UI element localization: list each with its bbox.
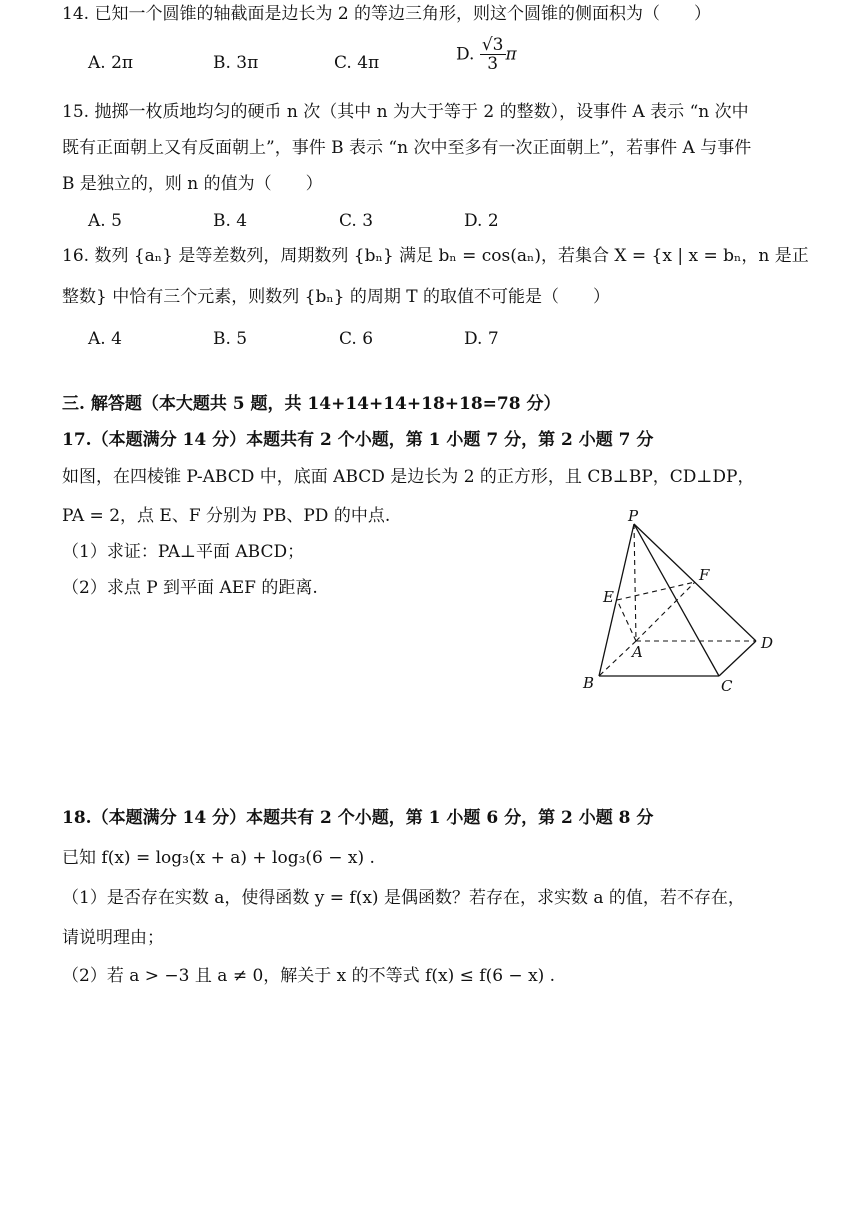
q17-part-2: （2）求点 P 到平面 AEF 的距离.: [62, 578, 318, 598]
q14-option-d-denominator: 3: [487, 54, 499, 74]
label-d: D: [761, 634, 774, 652]
label-e: E: [603, 588, 614, 606]
q14-option-a: A. 2π: [88, 53, 134, 73]
q17-line-2: PA = 2，点 E、F 分别为 PB、PD 的中点.: [62, 506, 391, 526]
q14-option-c: C. 4π: [334, 53, 380, 73]
section-3-heading: 三. 解答题（本大题共 5 题，共 14+14+14+18+18=78 分）: [62, 394, 561, 414]
q14-option-d-label: D.: [456, 44, 475, 65]
label-b: B: [583, 674, 595, 692]
q14-option-d-pi: π: [505, 44, 517, 65]
edge-cd: [719, 641, 756, 676]
q14-stem: 14. 已知一个圆锥的轴截面是边长为 2 的等边三角形，则这个圆锥的侧面积为（ ）: [62, 4, 712, 24]
q14-option-b: B. 3π: [213, 53, 259, 73]
edge-pa: [634, 524, 636, 641]
q16-option-c: C. 6: [339, 329, 374, 349]
q15-option-b: B. 4: [213, 211, 248, 231]
q18-part-1-line-1: （1）是否存在实数 a，使得函数 y = f(x) 是偶函数？若存在，求实数 a 的值，若不存在，: [62, 888, 745, 908]
q14-option-d: [456, 36, 517, 92]
label-f: F: [699, 566, 710, 584]
label-a: A: [632, 643, 643, 661]
q17-line-1: 如图，在四棱锥 P-ABCD 中，底面 ABCD 是边长为 2 的正方形，且 CB⊥BP，CD⊥DP，: [62, 467, 755, 487]
q14-option-d-numerator: √3: [481, 35, 504, 55]
q17-part-1: （1）求证：PA⊥平面 ABCD；: [62, 542, 305, 562]
q18-header: 18.（本题满分 14 分）本题共有 2 个小题，第 1 小题 6 分，第 2 小题 8 分: [62, 808, 654, 828]
q18-part-1-line-2: 请说明理由；: [62, 928, 164, 948]
q16-line-1: 16. 数列 {aₙ} 是等差数列，周期数列 {bₙ} 满足 bₙ = cos(aₙ)，若集合 X = {x | x = bₙ，n 是正: [62, 246, 809, 266]
q16-option-b: B. 5: [213, 329, 248, 349]
q16-line-2: 整数} 中恰有三个元素，则数列 {bₙ} 的周期 T 的取值不可能是（ ）: [62, 287, 611, 307]
q15-line-1: 15. 抛掷一枚质地均匀的硬币 n 次（其中 n 为大于等于 2 的整数），设事件 A 表示 “n 次中: [62, 102, 749, 122]
q17-pyramid-figure: [570, 505, 790, 700]
q15-line-3: B 是独立的，则 n 的值为（ ）: [62, 174, 323, 194]
q16-option-a: A. 4: [88, 329, 122, 349]
q17-header: 17.（本题满分 14 分）本题共有 2 个小题，第 1 小题 7 分，第 2 小题 7 分: [62, 430, 654, 450]
q15-option-d: D. 2: [464, 211, 499, 231]
q15-option-a: A. 5: [88, 211, 122, 231]
q16-option-d: D. 7: [464, 329, 499, 349]
q18-given: 已知 f(x) = log₃(x + a) + log₃(6 − x) .: [62, 848, 375, 868]
q15-option-c: C. 3: [339, 211, 374, 231]
label-p: P: [628, 507, 639, 525]
q15-line-2: 既有正面朝上又有反面朝上”，事件 B 表示 “n 次中至多有一次正面朝上”，若事件 A 与事件: [62, 138, 752, 158]
edge-ab: [599, 641, 636, 676]
edge-ef: [617, 582, 695, 600]
label-c: C: [721, 677, 733, 695]
edge-af: [636, 582, 695, 641]
q14-option-d-fraction: [480, 36, 506, 73]
edge-ae: [617, 600, 636, 641]
q18-part-2: （2）若 a > −3 且 a ≠ 0，解关于 x 的不等式 f(x) ≤ f(6 − x) .: [62, 966, 556, 986]
